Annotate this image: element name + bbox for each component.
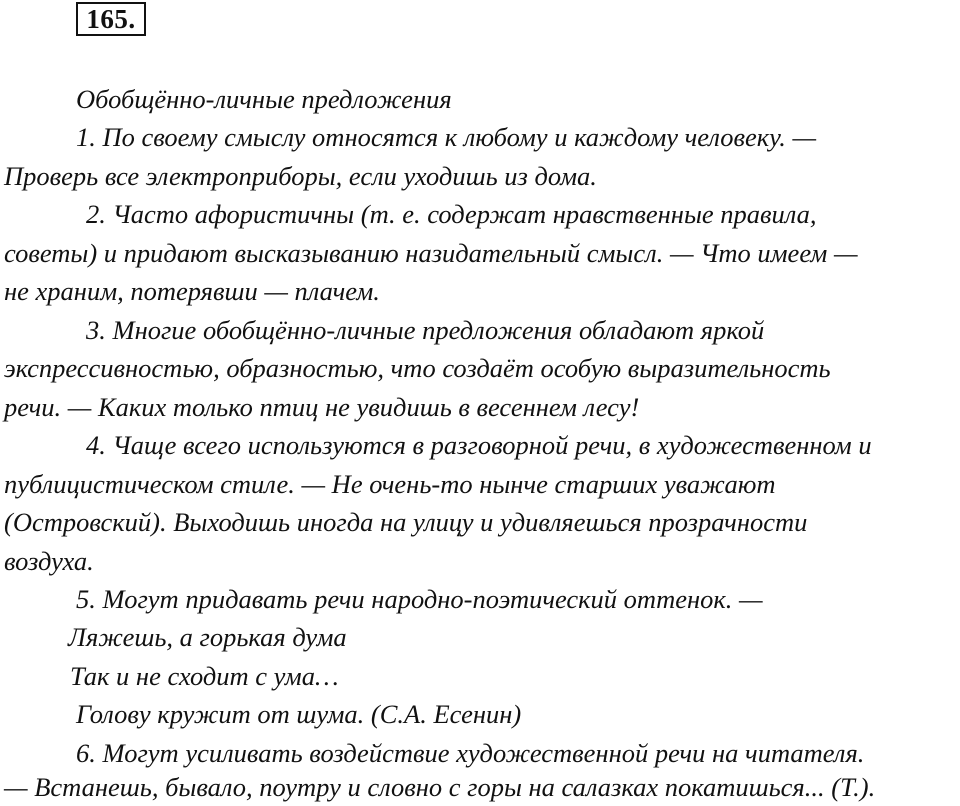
text-line: (Островский). Выходишь иногда на улицу и удивляешься прозрачности [4,507,808,537]
text-line: — Встанешь, бывало, поутру и словно с горы на салазках покатишься... (Т.). [4,772,876,802]
text-line: 4. Чаще всего используются в разговорной речи, в художественном и [86,430,872,460]
text-line: 2. Часто афористичны (т. е. содержат нравственные правила, [86,199,817,229]
text-line: экспрессивностью, образностью, что создаёт особую выразительность [4,353,831,383]
text-line: 1. По своему смыслу относятся к любому и каждому человеку. — [76,122,817,152]
text-line: не храним, потерявши — плачем. [4,276,380,306]
poem-line: Ляжешь, а горькая дума [68,622,347,652]
text-line: 6. Могут усиливать воздействие художественной речи на читателя. [76,738,865,768]
text-line: 5. Могут придавать речи народно-поэтический оттенок. — [76,584,763,614]
text-line: воздуха. [4,546,94,576]
exercise-number: 165. [76,2,146,36]
text-line: публицистическом стиле. — Не очень-то нынче старших уважают [4,469,776,499]
text-line: советы) и придают высказыванию назидательный смысл. — Что имеем — [4,238,858,268]
section-heading: Обобщённо-личные предложения [76,84,452,114]
text-line: Проверь все электроприборы, если уходишь из дома. [4,161,597,191]
poem-line: Голову кружит от шума. (С.А. Есенин) [76,699,522,729]
text-line: речи. — Каких только птиц не увидишь в весеннем лесу! [4,392,640,422]
text-line: 3. Многие обобщённо-личные предложения обладают яркой [86,315,765,345]
poem-line: Так и не сходит с ума… [70,661,339,691]
